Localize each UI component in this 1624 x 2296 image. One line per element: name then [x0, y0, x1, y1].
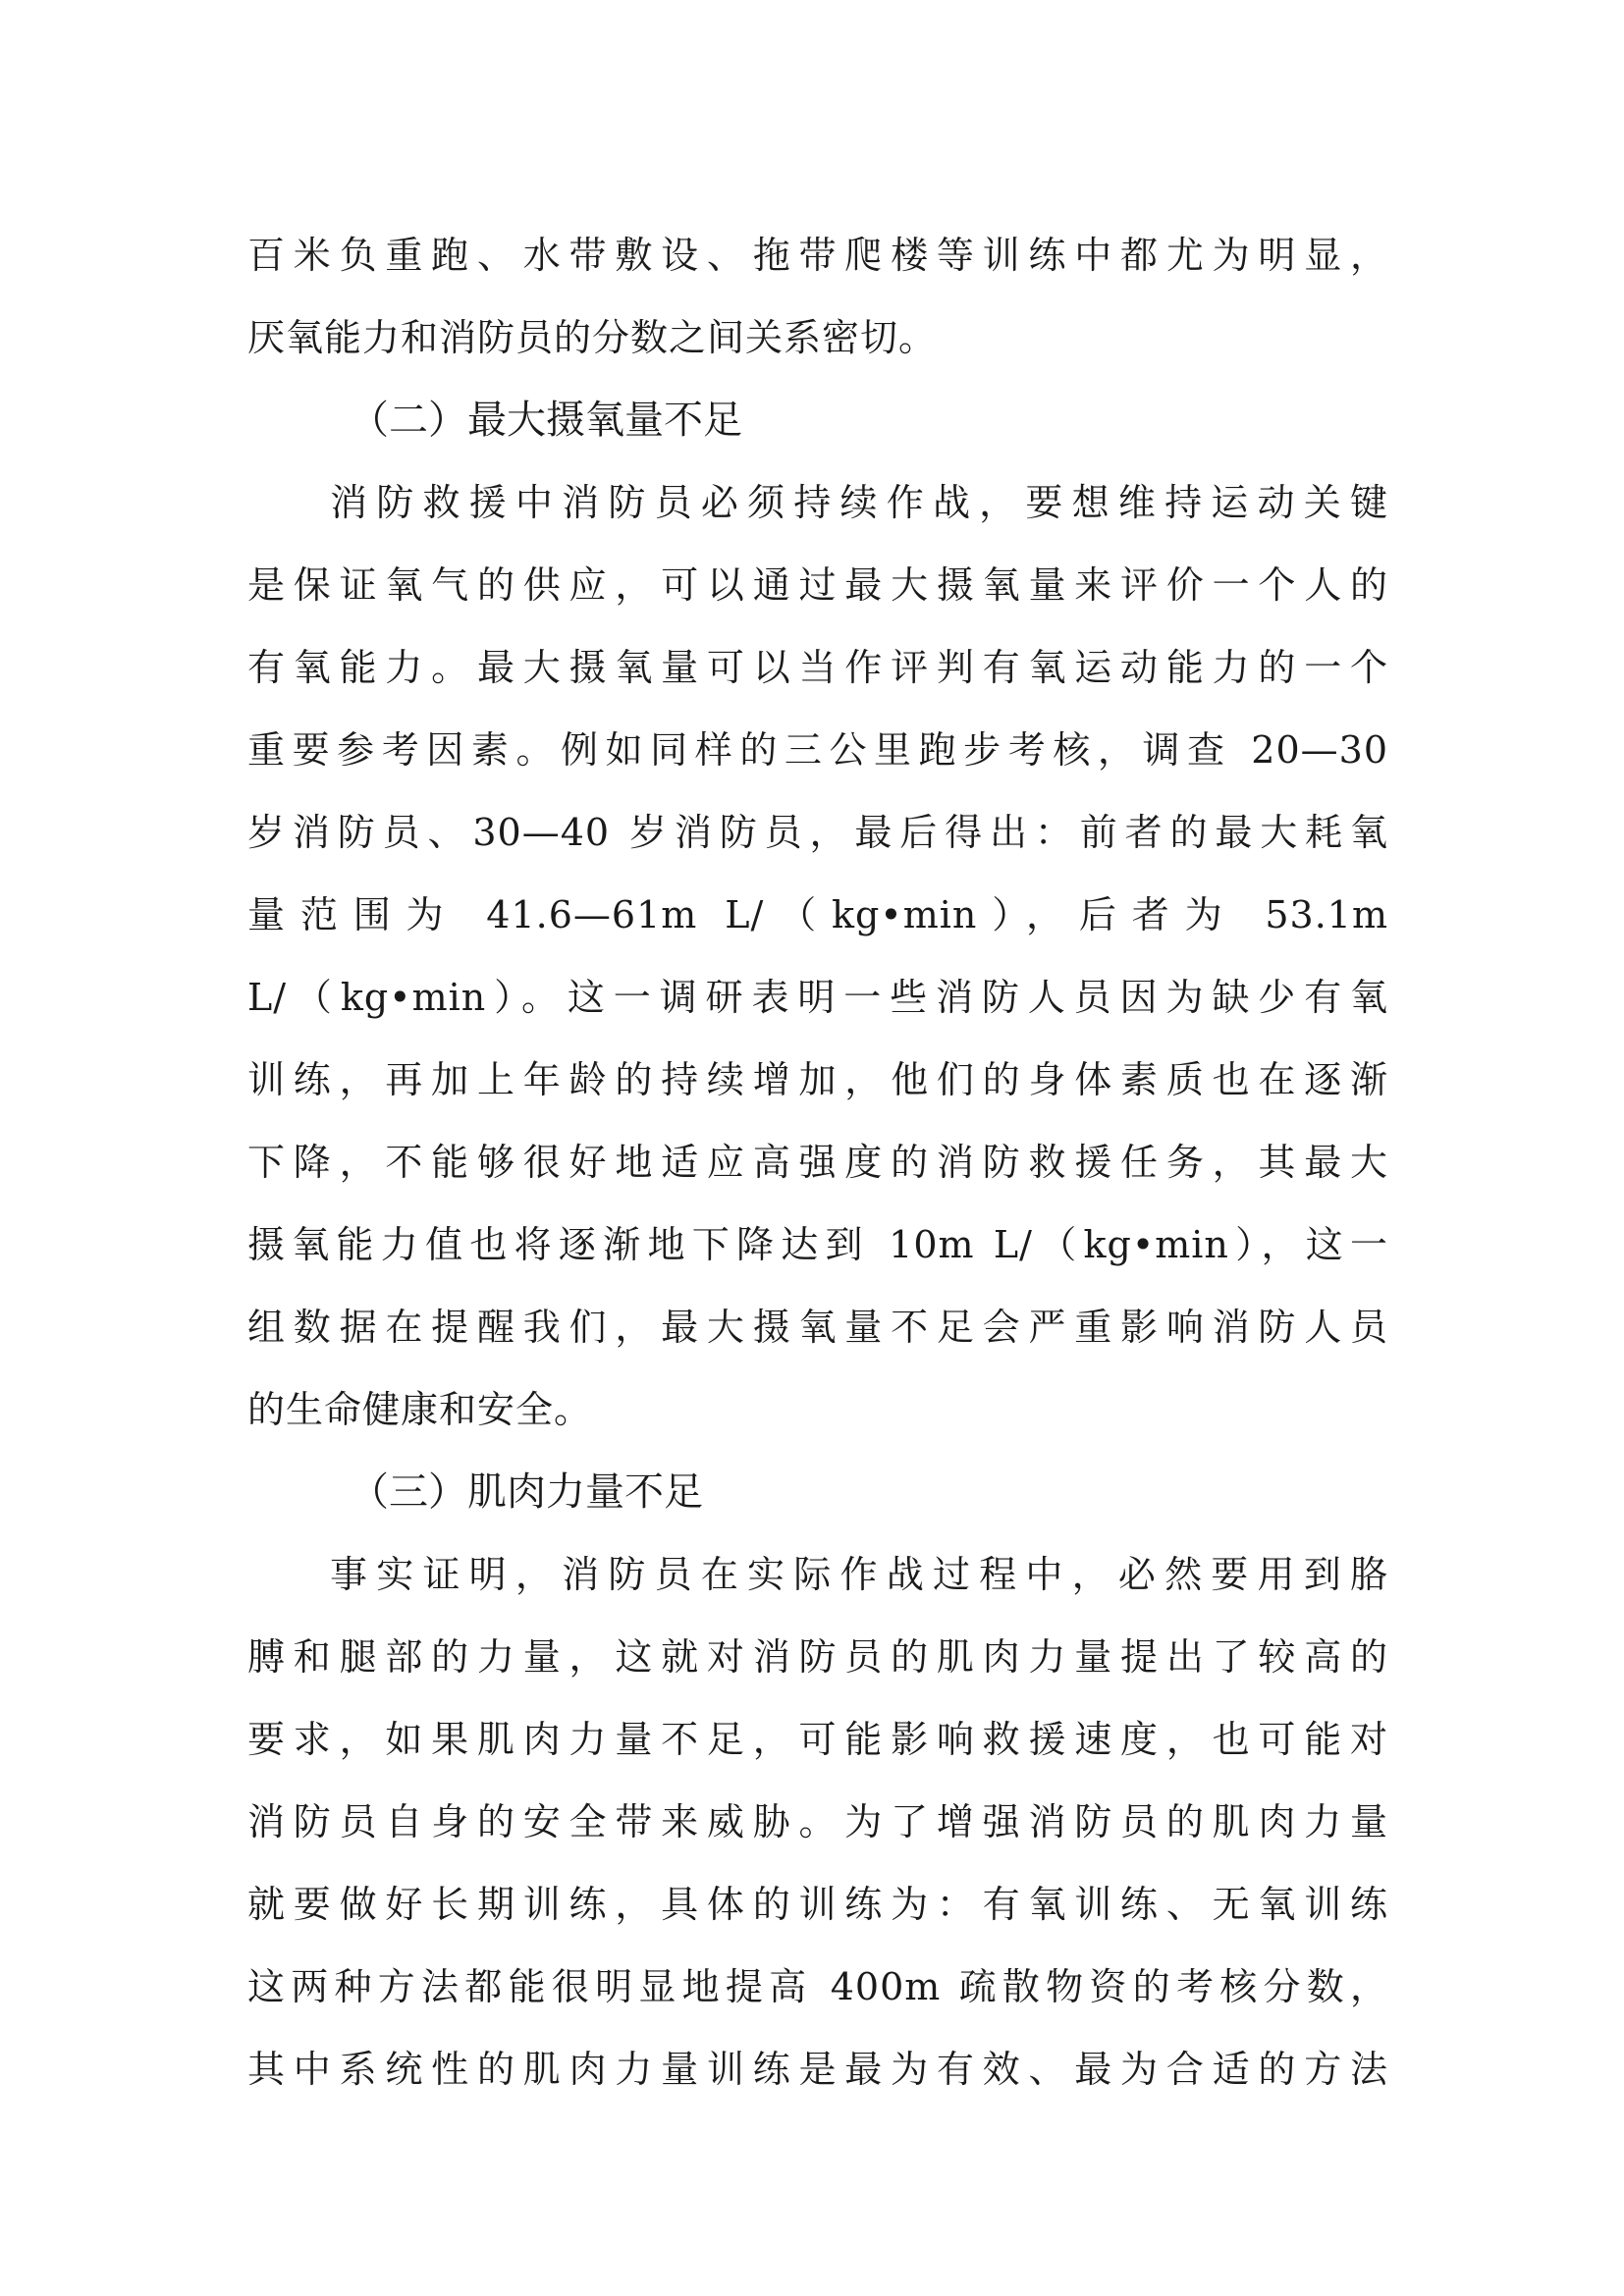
- text-line: 事实证明，消防员在实际作战过程中，必然要用到胳: [330, 1553, 1388, 1596]
- paragraph-max-oxygen-uptake: [247, 461, 1388, 1451]
- text-line: 要求，如果肌肉力量不足，可能影响救援速度，也可能对: [247, 1718, 1388, 1761]
- text-line: 训练，再加上年龄的持续增加，他们的身体素质也在逐渐: [247, 1058, 1388, 1101]
- text-line: 其中系统性的肌肉力量训练是最为有效、最为合适的方法: [247, 2048, 1388, 2091]
- text-line: 下降，不能够很好地适应高强度的消防救援任务，其最大: [247, 1141, 1388, 1184]
- section-heading-2: （二）最大摄氧量不足: [350, 398, 742, 443]
- text-line: 摄氧能力值也将逐渐地下降达到 10m L/（kg•min），这一: [247, 1223, 1388, 1266]
- text-line: 消防员自身的安全带来威胁。为了增强消防员的肌肉力量: [247, 1800, 1388, 1843]
- text-line: 就要做好长期训练，具体的训练为：有氧训练、无氧训练: [247, 1883, 1388, 1926]
- text-line: 岁消防员、30—40 岁消防员，最后得出：前者的最大耗氧: [247, 811, 1388, 854]
- text-line: 重要参考因素。例如同样的三公里跑步考核，调查 20—30: [247, 728, 1388, 772]
- text-line: 是保证氧气的供应，可以通过最大摄氧量来评价一个人的: [247, 563, 1388, 607]
- text-line: 百米负重跑、水带敷设、拖带爬楼等训练中都尤为明显，: [247, 234, 1388, 277]
- section-heading-3: （三）肌肉力量不足: [350, 1469, 703, 1515]
- text-line: 厌氧能力和消防员的分数之间关系密切。: [247, 316, 938, 359]
- text-line: L/（kg•min）。这一调研表明一些消防人员因为缺少有氧: [247, 976, 1388, 1019]
- text-line: 的生命健康和安全。: [247, 1388, 593, 1431]
- paragraph-continued: [247, 214, 1388, 379]
- text-line: 组数据在提醒我们，最大摄氧量不足会严重影响消防人员: [247, 1306, 1388, 1349]
- text-line: 这两种方法都能很明显地提高 400m 疏散物资的考核分数，: [247, 1965, 1388, 2008]
- text-line: 消防救援中消防员必须持续作战，要想维持运动关键: [330, 481, 1388, 524]
- document-page: [247, 214, 1388, 2110]
- text-line: 有氧能力。最大摄氧量可以当作评判有氧运动能力的一个: [247, 646, 1388, 689]
- text-line: 量范围为 41.6—61m L/（kg•min），后者为 53.1m: [247, 893, 1388, 936]
- paragraph-muscle-strength: [247, 1533, 1388, 2110]
- text-line: 膊和腿部的力量，这就对消防员的肌肉力量提出了较高的: [247, 1635, 1388, 1679]
